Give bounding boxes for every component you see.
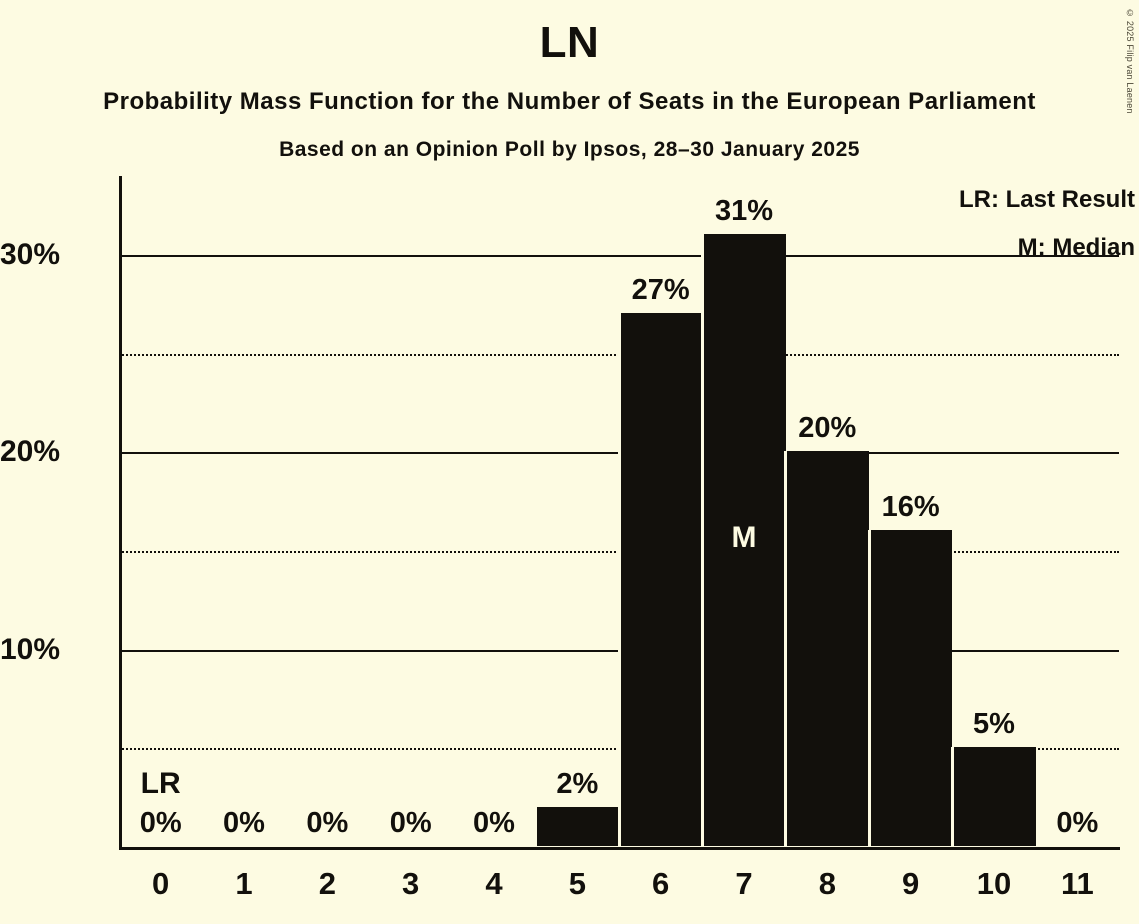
bar-value-label: 0%	[139, 807, 182, 839]
bar-separator	[534, 807, 537, 846]
x-tick-label: 10	[976, 866, 1012, 901]
x-tick-label: 8	[818, 866, 836, 901]
x-tick-label: 5	[568, 866, 586, 901]
x-tick-label: 1	[235, 866, 253, 901]
legend-item-median: M: Median	[1017, 234, 1135, 261]
bar-value-label: 16%	[881, 491, 940, 524]
legend-item-last-result: LR: Last Result	[958, 186, 1135, 213]
median-marker: M	[731, 521, 757, 555]
x-tick-label: 7	[735, 866, 753, 901]
bar-value-label: 31%	[714, 195, 774, 228]
x-tick-label: 0	[152, 866, 170, 901]
bar-separator	[951, 747, 954, 846]
x-tick-label: 6	[652, 866, 670, 901]
chart-source-note: Based on an Opinion Poll by Ipsos, 28–30 January 2025	[279, 138, 860, 161]
bar-value-label: 0%	[473, 807, 515, 839]
page-title: LN	[539, 18, 600, 67]
y-tick-label: 10%	[0, 632, 60, 666]
bar-separator	[868, 530, 871, 846]
bar-value-label: 0%	[389, 807, 432, 839]
x-tick-label: 11	[1060, 866, 1094, 901]
x-tick-label: 2	[318, 866, 336, 901]
bar-value-label: 0%	[223, 807, 265, 839]
bar-value-label: 20%	[798, 412, 857, 445]
y-tick-label: 20%	[0, 435, 60, 469]
bar-value-label: 0%	[1056, 807, 1099, 839]
bar	[952, 747, 1035, 846]
bar-separator	[784, 451, 787, 846]
bar-separator	[618, 313, 621, 846]
bar-value-label: 2%	[556, 767, 599, 800]
bar-value-label: 5%	[973, 708, 1015, 741]
x-tick-label: 9	[902, 866, 920, 901]
bar	[536, 807, 619, 846]
gridline-major	[119, 255, 1119, 257]
copyright-notice: © 2025 Filip van Laenen	[1125, 8, 1135, 114]
bar	[786, 451, 869, 846]
bar	[869, 530, 952, 846]
plot-area	[0, 176, 1119, 901]
x-tick-label: 3	[402, 866, 420, 901]
bar	[619, 313, 702, 846]
bar-value-label: 27%	[631, 274, 690, 307]
x-axis	[119, 847, 1120, 850]
last-result-marker: LR	[140, 767, 181, 800]
bar-value-label: 0%	[306, 807, 349, 839]
x-tick-label: 4	[485, 866, 503, 901]
y-tick-label: 30%	[0, 237, 60, 271]
chart-subtitle: Probability Mass Function for the Number of Seats in the European Parliament	[103, 88, 1036, 115]
bar-separator	[701, 234, 704, 846]
